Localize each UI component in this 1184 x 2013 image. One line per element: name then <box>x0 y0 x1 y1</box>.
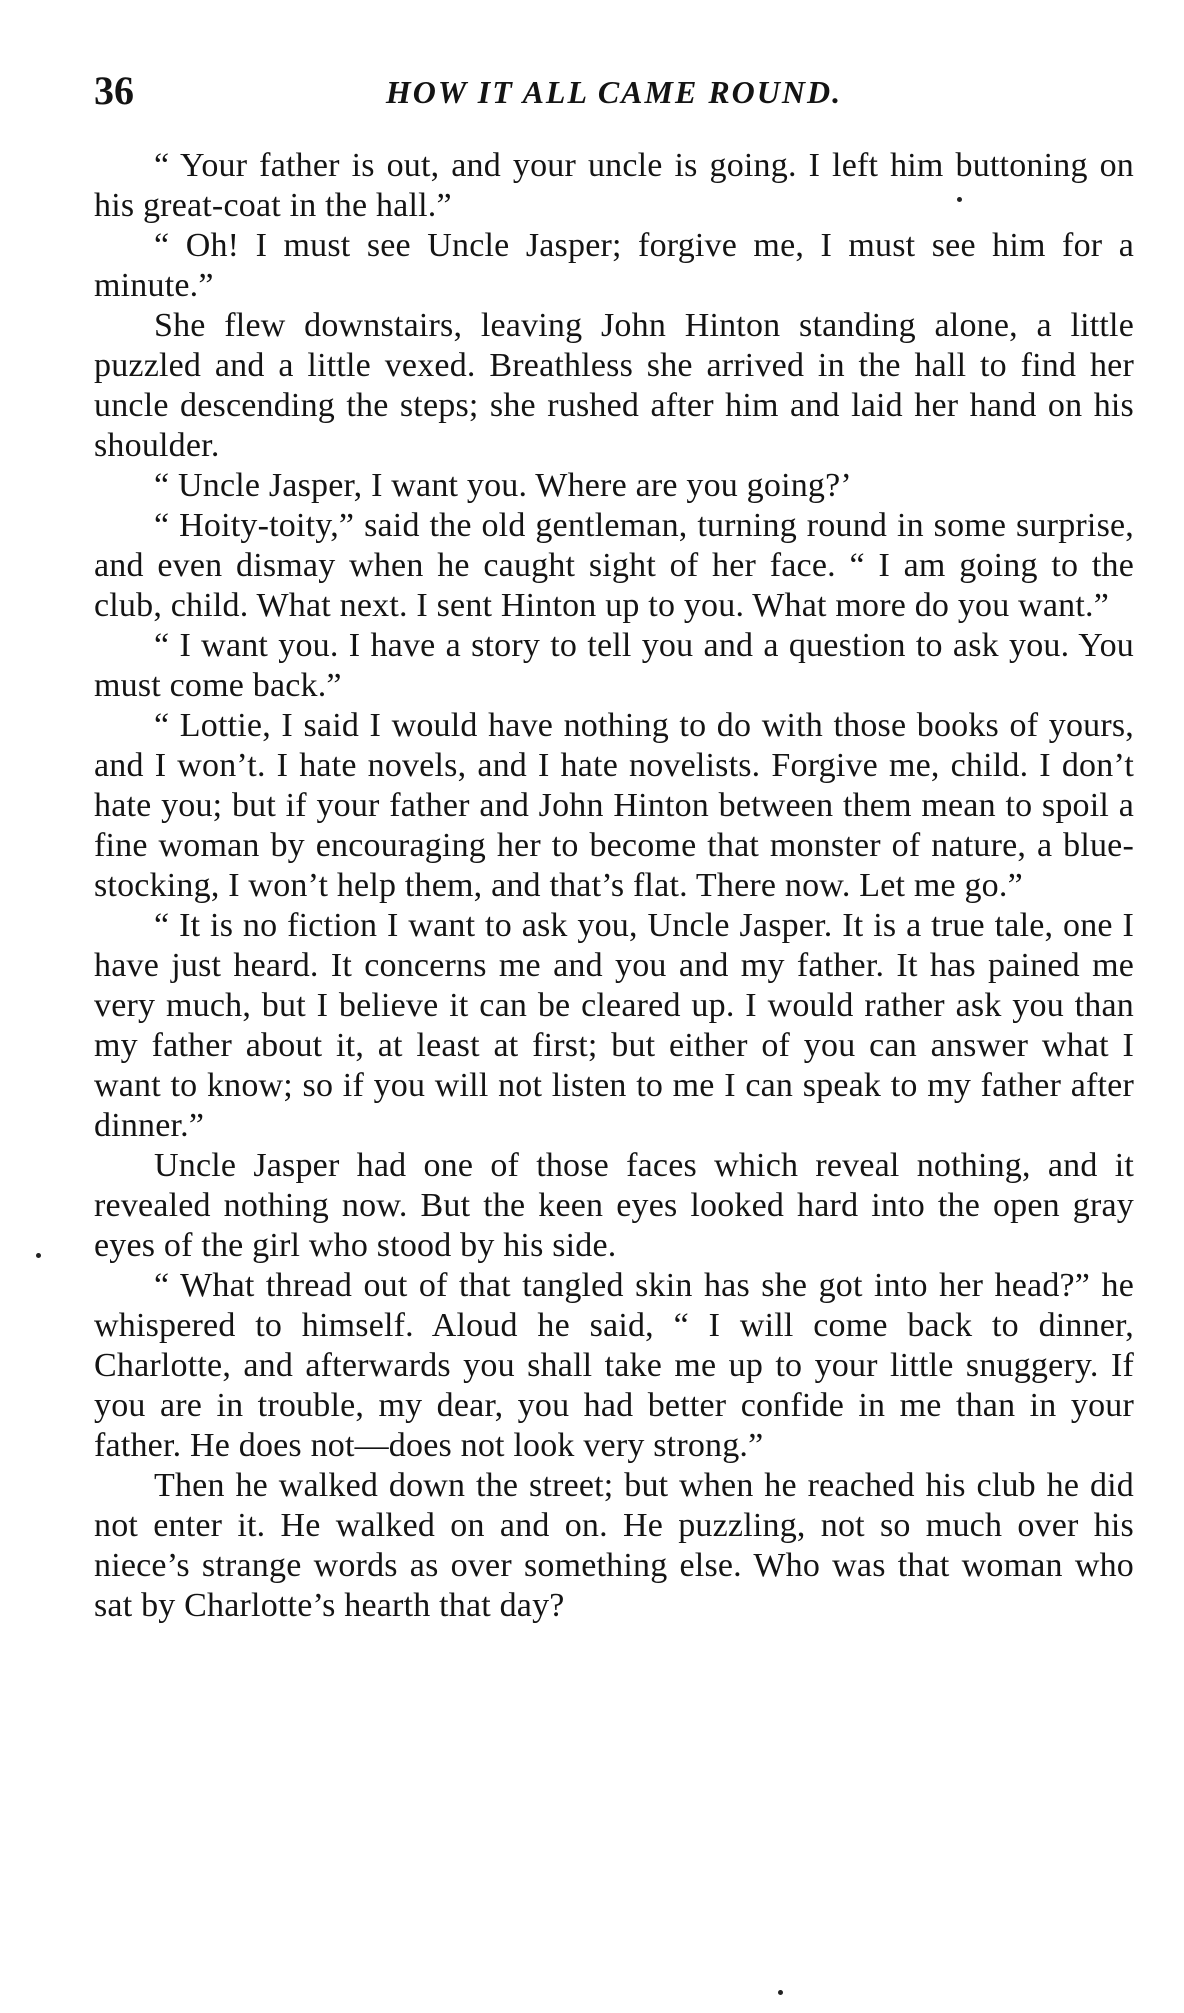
body-text <box>94 146 1134 1626</box>
paragraph: “ I want you. I have a story to tell you and a question to ask you. You must come back.” <box>94 627 1134 704</box>
page-header <box>94 66 1134 116</box>
paragraph: “ Uncle Jasper, I want you. Where are you going?’ <box>154 467 852 504</box>
paragraph: “ Your father is out, and your uncle is going. I left him buttoning on his great-coat in the hall.” <box>94 147 1134 224</box>
paragraph: “ Oh! I must see Uncle Jasper; forgive me, I must see him for a minute.” <box>94 227 1134 304</box>
running-title: HOW IT ALL CAME ROUND. <box>385 74 843 110</box>
paragraph: She flew downstairs, leaving John Hinton standing alone, a little puzzled and a little vexed. Breathless she arrived in the hall to find her uncle descending the steps; she rushed after him and laid her hand on his shoulder. <box>94 307 1134 464</box>
paragraph: Then he walked down the street; but when he reached his club he did not enter it. He walked on and on. He puzzling, not so much over his niece’s strange words as over something else. Who was that woman who sat by Charlotte’s hearth that day? <box>94 1467 1134 1624</box>
paragraph: “ It is no fiction I want to ask you, Uncle Jasper. It is a true tale, one I have just heard. It concerns me and you and my father. It has pained me very much, but I believe it can be cleared up. I would rather ask you than my father about it, at least at first; but either of you can answer what I want to know; so if you will not listen to me I can speak to my father after dinner.” <box>94 907 1134 1144</box>
print-speck <box>778 1990 783 1995</box>
paragraph: “ Hoity-toity,” said the old gentleman, turning round in some surprise, and even dismay when he caught sight of her face. “ I am going to the club, child. What next. I sent Hinton up to you. What more do you want.” <box>94 507 1134 624</box>
print-speck <box>36 1253 41 1258</box>
paragraph: “ What thread out of that tangled skin has she got into her head?” he whispered to himself. Aloud he said, “ I will come back to dinner, Charlotte, and afterwards you shall take me up to your little snuggery. If you are in trouble, my dear, you had better confide in me than in your father. He does not—does not look very strong.” <box>94 1267 1134 1464</box>
paragraph: Uncle Jasper had one of those faces which reveal nothing, and it revealed nothing now. But the keen eyes looked hard into the open gray eyes of the girl who stood by his side. <box>94 1147 1134 1264</box>
paragraph: “ Lottie, I said I would have nothing to do with those books of yours, and I won’t. I hate novels, and I hate novelists. Forgive me, child. I don’t hate you; but if your father and John Hinton between them mean to spoil a fine woman by encouraging her to become that monster of nature, a blue-stocking, I won’t help them, and that’s flat. There now. Let me go.” <box>94 707 1134 904</box>
page-number: 36 <box>94 68 134 113</box>
print-speck <box>957 197 962 202</box>
